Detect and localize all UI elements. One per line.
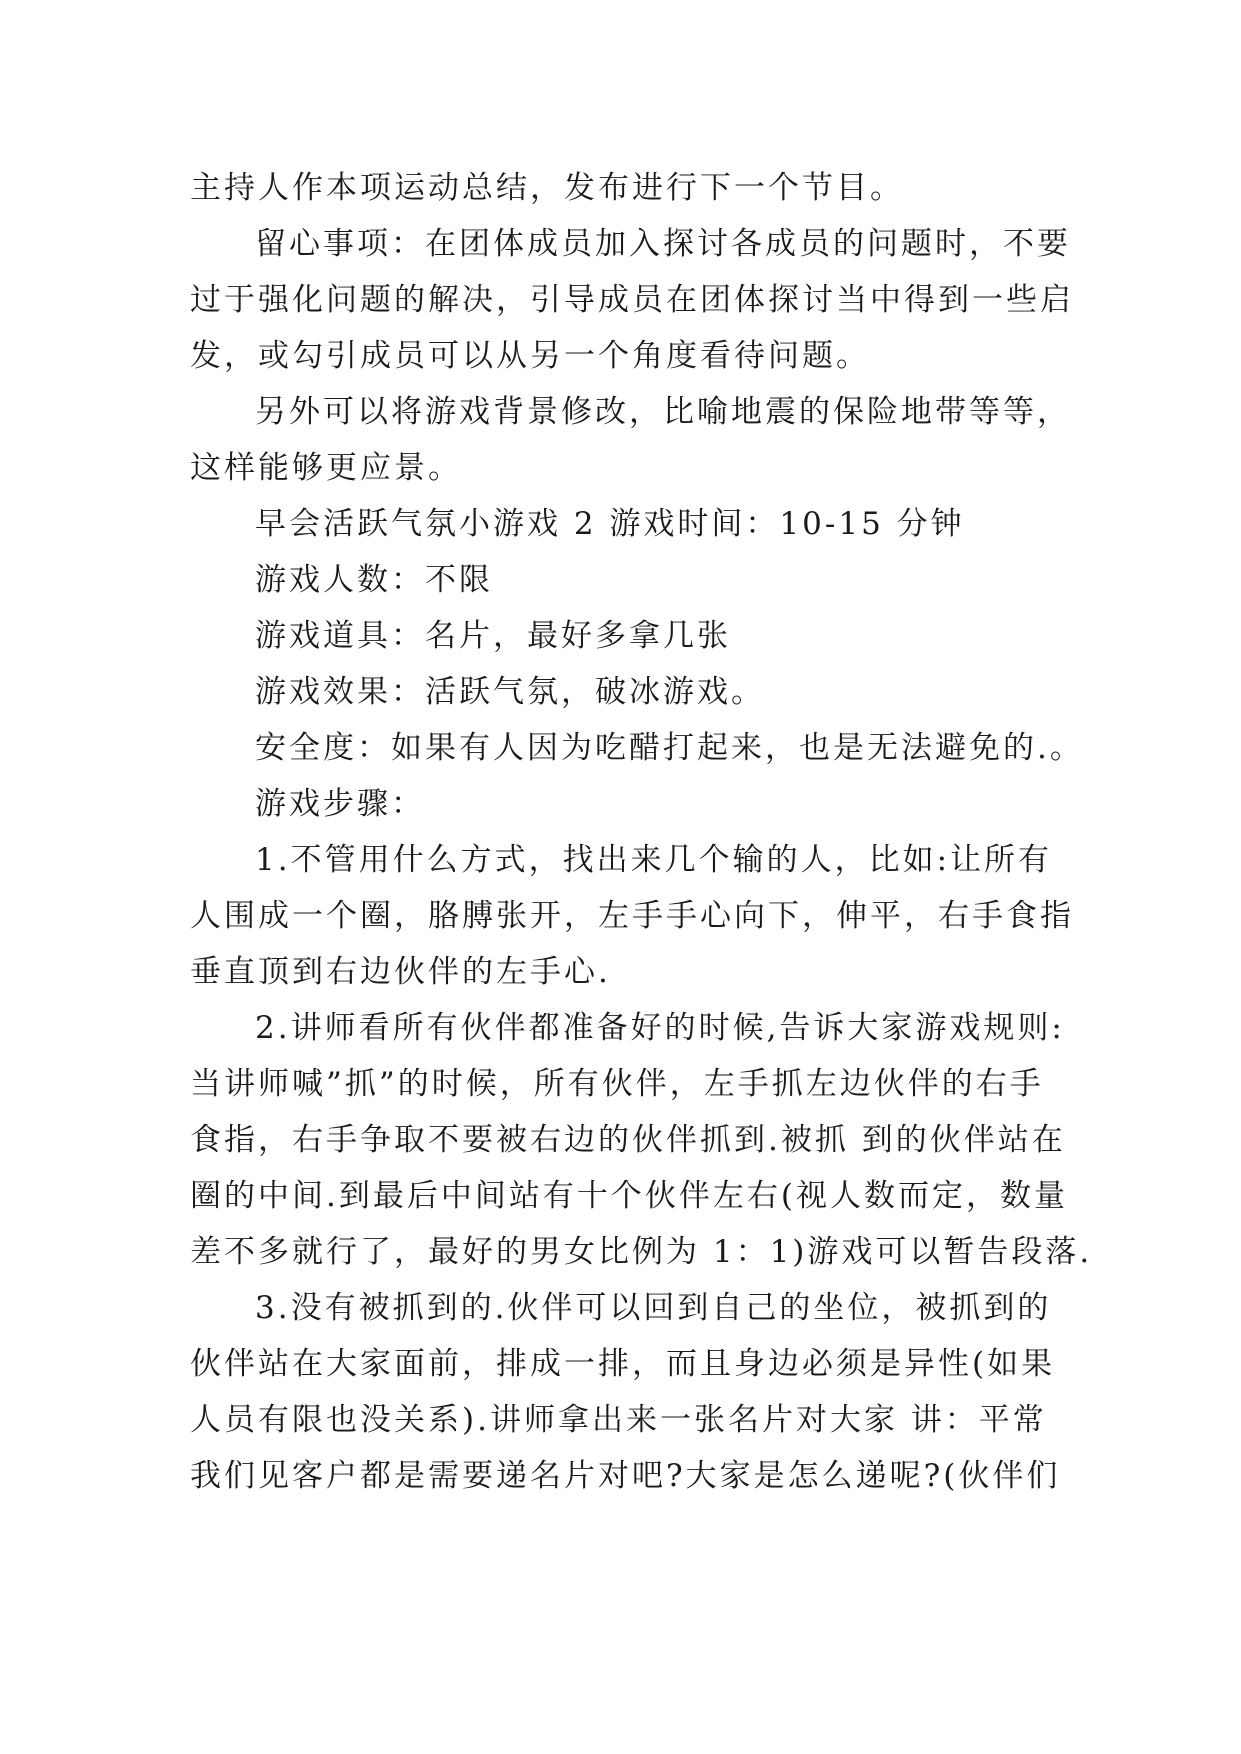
text-line: 圈的中间.到最后中间站有十个伙伴左右(视人数而定，数量 xyxy=(190,1178,1068,1214)
text-line: 食指，右手争取不要被右边的伙伴抓到.被抓 到的伙伴站在 xyxy=(190,1122,1066,1158)
text-line: 3.没有被抓到的.伙伴可以回到自己的坐位，被抓到的 xyxy=(255,1290,1052,1326)
text-line: 发，或勾引成员可以从另一个角度看待问题。 xyxy=(190,338,870,374)
text-line: 留心事项：在团体成员加入探讨各成员的问题时，不要 xyxy=(255,226,1071,262)
text-line: 游戏步骤： xyxy=(255,786,425,822)
text-line: 人围成一个圈，胳膊张开，左手手心向下，伸平，右手食指 xyxy=(190,898,1074,934)
text-line: 早会活跃气氛小游戏 2 游戏时间：10-15 分钟 xyxy=(255,506,965,542)
text-line: 当讲师喊”抓”的时候，所有伙伴，左手抓左边伙伴的右手 xyxy=(190,1066,1044,1102)
text-line: 1.不管用什么方式，找出来几个输的人，比如:让所有 xyxy=(255,842,1053,878)
text-line: 伙伴站在大家面前，排成一排，而且身边必须是异性(如果 xyxy=(190,1346,1056,1382)
text-line: 2.讲师看所有伙伴都准备好的时候,告诉大家游戏规则: xyxy=(255,1010,1065,1046)
text-line: 游戏道具：名片，最好多拿几张 xyxy=(255,618,731,654)
text-line: 过于强化问题的解决，引导成员在团体探讨当中得到一些启 xyxy=(190,282,1074,318)
text-line: 安全度：如果有人因为吃醋打起来，也是无法避免的.。 xyxy=(255,730,1084,766)
text-line: 游戏人数：不限 xyxy=(255,562,493,598)
text-line: 游戏效果：活跃气氛，破冰游戏。 xyxy=(255,674,765,710)
text-line: 主持人作本项运动总结，发布进行下一个节目。 xyxy=(190,170,904,206)
text-line: 人员有限也没关系).讲师拿出来一张名片对大家 讲：平常 xyxy=(190,1402,1047,1438)
text-line: 这样能够更应景。 xyxy=(190,450,462,486)
text-line: 我们见客户都是需要递名片对吧?大家是怎么递呢?(伙伴们 xyxy=(190,1458,1061,1494)
text-line: 另外可以将游戏背景修改，比喻地震的保险地带等等， xyxy=(255,394,1071,430)
text-line: 垂直顶到右边伙伴的左手心. xyxy=(190,954,611,990)
text-line: 差不多就行了，最好的男女比例为 1：1)游戏可以暂告段落. xyxy=(190,1234,1093,1270)
